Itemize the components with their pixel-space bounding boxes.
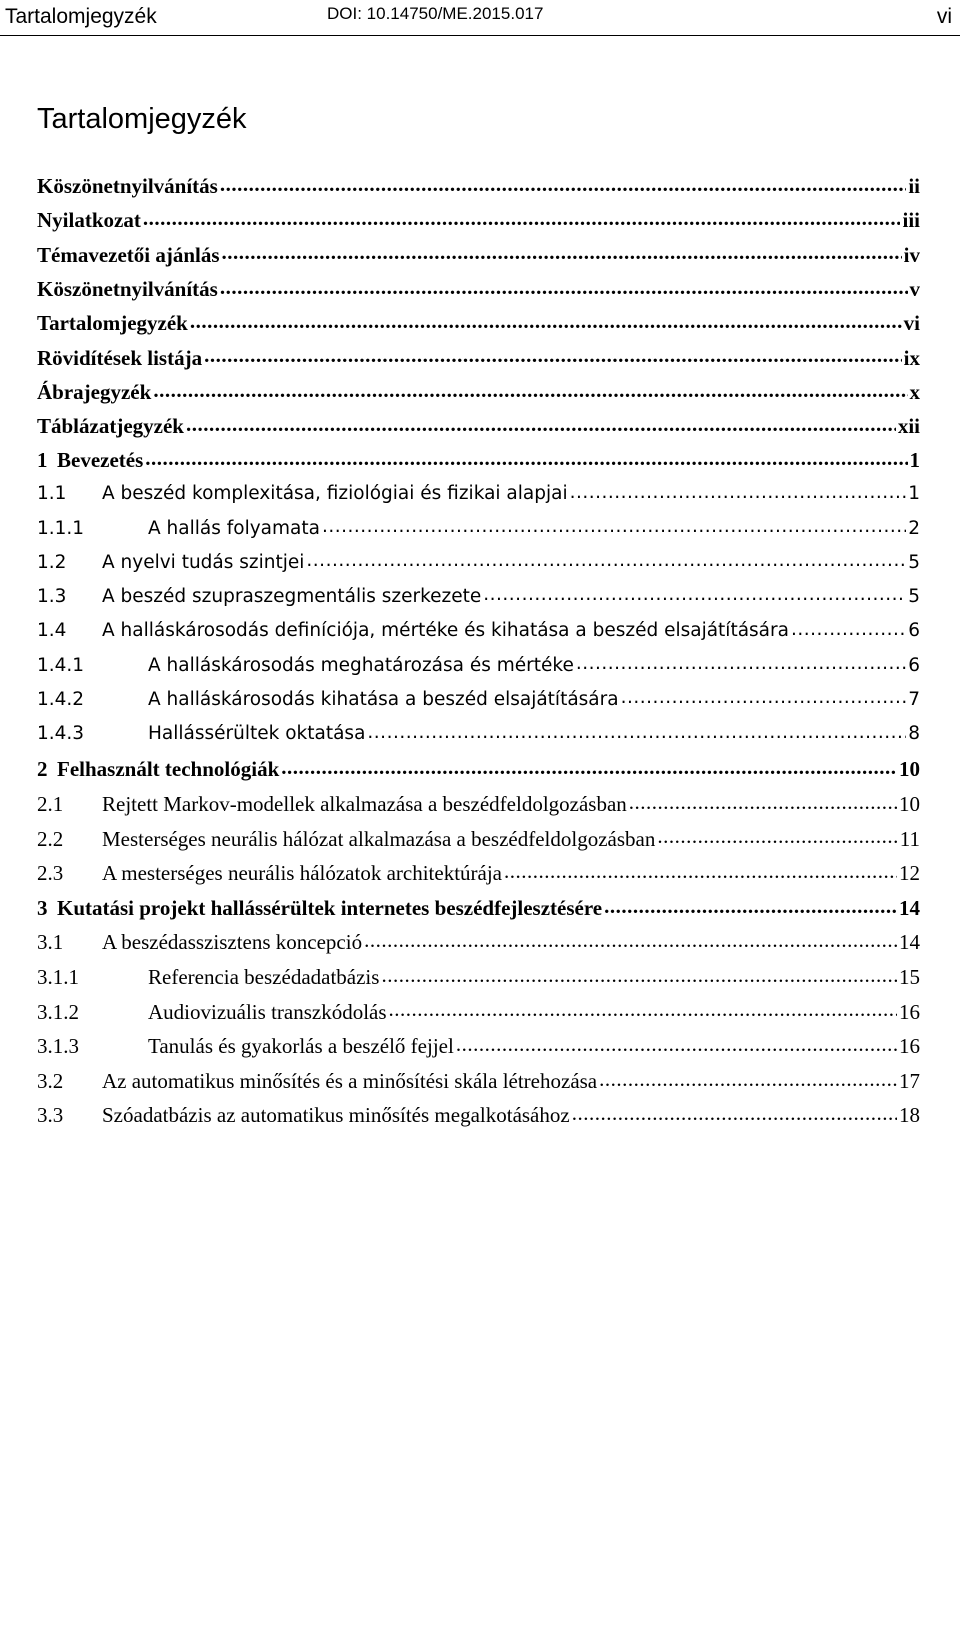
toc-entry-page: 16 <box>899 999 920 1024</box>
toc-entry-number: 2 <box>37 757 48 782</box>
toc-entry[interactable] <box>37 618 920 646</box>
toc-entry-page: iii <box>902 208 920 233</box>
toc-entry-title: A beszédasszisztens koncepció <box>102 930 363 955</box>
toc-entry-title: Rövidítések listája <box>37 345 203 370</box>
toc-entry-page: 1 <box>908 483 920 505</box>
toc-entry-page: 1 <box>909 448 920 473</box>
toc-entry-page: 5 <box>908 551 920 573</box>
toc-entry[interactable] <box>37 963 920 991</box>
toc-entry-title: Nyilatkozat <box>37 208 141 233</box>
toc-entry-title: A hallás folyamata <box>148 517 320 539</box>
toc-entry-title: A beszéd szupraszegmentális szerkezete <box>102 586 482 608</box>
toc-entry-title: A mesterséges neurális hálózatok architektúrája <box>102 861 503 886</box>
toc-entry-number: 3.1.1 <box>37 965 79 989</box>
toc-entry-page: v <box>909 276 920 301</box>
toc-entry-number: 1.4.1 <box>37 654 85 676</box>
toc-entry-number: 1.1.1 <box>37 517 85 539</box>
toc-entry-page: 14 <box>899 895 920 920</box>
toc-entry-number: 3.2 <box>37 1068 64 1093</box>
toc-dot-leader <box>367 721 906 740</box>
toc-dot-leader <box>599 1067 897 1088</box>
toc-entry[interactable] <box>37 998 920 1026</box>
toc-entry-page: 5 <box>908 586 920 608</box>
toc-entry[interactable] <box>37 755 920 783</box>
toc-entry[interactable] <box>37 1032 920 1060</box>
toc-entry[interactable] <box>37 172 920 200</box>
toc-entry-title: A nyelvi tudás szintjei <box>102 551 305 573</box>
toc-dot-leader <box>576 652 906 671</box>
toc-dot-leader <box>186 412 896 433</box>
toc-entry-title: Audiovizuális transzkódolás <box>148 999 387 1024</box>
toc-entry[interactable] <box>37 275 920 303</box>
toc-entry-number: 2.3 <box>37 861 64 886</box>
toc-entry-page: vi <box>903 311 920 336</box>
toc-entry-title: Táblázatjegyzék <box>37 414 184 439</box>
toc-entry[interactable] <box>37 549 920 577</box>
toc-entry[interactable] <box>37 859 920 887</box>
toc-dot-leader <box>657 825 897 846</box>
toc-entry[interactable] <box>37 1067 920 1095</box>
toc-entry-page: 7 <box>908 689 920 710</box>
toc-entry-title: A halláskárosodás definíciója, mértéke és kihatása a beszéd elsajátítására <box>102 620 789 642</box>
toc-entry-page: ii <box>908 174 920 198</box>
toc-dot-leader <box>220 275 908 296</box>
toc-entry-title: Referencia beszédadatbázis <box>148 965 380 989</box>
toc-entry-number: 2.2 <box>37 826 64 851</box>
toc-entry-page: 6 <box>908 654 920 676</box>
toc-entry-title: Az automatikus minősítés és a minősítési skála létrehozása <box>102 1068 598 1093</box>
toc-dot-leader <box>570 481 907 500</box>
toc-entry[interactable] <box>37 652 920 680</box>
toc-dot-leader <box>222 241 902 262</box>
toc-dot-leader <box>629 790 897 811</box>
toc-dot-leader <box>604 894 897 915</box>
toc-entry-title: Köszönetnyilvánítás <box>37 174 218 198</box>
toc-entry[interactable] <box>37 241 920 269</box>
toc-entry-title: A beszéd komplexitása, fiziológiai és fizikai alapjai <box>102 483 568 505</box>
toc-entry[interactable] <box>37 344 920 372</box>
toc-entry-page: 12 <box>899 861 920 886</box>
toc-entry[interactable] <box>37 206 920 234</box>
toc-entry-number: 3.1.3 <box>37 1034 79 1059</box>
toc-entry-page: 2 <box>908 517 920 539</box>
toc-entry[interactable] <box>37 790 920 818</box>
toc-entry-title: Hallássérültek oktatása <box>148 723 366 745</box>
toc-dot-leader <box>190 309 902 330</box>
toc-entry-number: 1.3 <box>37 586 67 608</box>
toc-entry-page: 11 <box>899 826 920 851</box>
header-page-number: vi <box>936 5 952 28</box>
toc-dot-leader <box>456 1032 897 1053</box>
toc-dot-leader <box>306 549 906 568</box>
toc-entry-number: 1 <box>37 448 48 473</box>
toc-entry-number: 1.4.2 <box>37 689 85 710</box>
toc-entry-page: 18 <box>899 1103 920 1128</box>
toc-entry-number: 1.4 <box>37 620 67 642</box>
toc-dot-leader <box>204 344 902 365</box>
toc-entry-page: xii <box>897 414 920 439</box>
toc-entry[interactable] <box>37 928 920 956</box>
toc-entry-title: Tartalomjegyzék <box>37 311 188 336</box>
toc-dot-leader <box>621 687 907 706</box>
toc-entry-title: Bevezetés <box>57 448 144 473</box>
toc-entry-page: 15 <box>899 965 920 989</box>
toc-entry-page: 16 <box>899 1034 920 1059</box>
toc-entry-title: A halláskárosodás kihatása a beszéd elsajátítására <box>148 689 619 710</box>
toc-entry[interactable] <box>37 412 920 440</box>
toc-entry-page: ix <box>903 345 920 370</box>
toc-entry-title: Kutatási projekt hallássérültek internetes beszédfejlesztésére <box>57 895 603 920</box>
toc-dot-leader <box>220 172 906 193</box>
toc-dot-leader <box>791 618 906 637</box>
toc-entry[interactable] <box>37 481 920 509</box>
toc-entry-page: x <box>909 379 920 404</box>
toc-dot-leader <box>389 998 897 1019</box>
toc-entry-number: 1.4.3 <box>37 723 85 745</box>
toc-entry-number: 3.1 <box>37 930 64 955</box>
toc-entry-number: 1.2 <box>37 551 67 573</box>
toc-entry[interactable] <box>37 687 920 715</box>
toc-entry[interactable] <box>37 1101 920 1129</box>
toc-entry-title: Köszönetnyilvánítás <box>37 276 218 301</box>
toc-entry-page: 10 <box>899 792 920 816</box>
toc-entry-page: iv <box>903 242 920 267</box>
running-header <box>0 0 960 36</box>
toc-entry-title: Felhasznált technológiák <box>57 757 280 782</box>
toc-dot-leader <box>504 859 897 880</box>
toc-entry[interactable] <box>37 446 920 474</box>
toc-dot-leader <box>153 378 907 399</box>
toc-entry-number: 3.1.2 <box>37 999 79 1024</box>
toc-dot-leader <box>483 584 906 603</box>
toc-entry[interactable] <box>37 309 920 337</box>
header-section-title: Tartalomjegyzék <box>5 5 157 28</box>
toc-entry-number: 3.3 <box>37 1103 64 1128</box>
header-doi: DOI: 10.14750/ME.2015.017 <box>327 4 544 23</box>
toc-entry-title: A halláskárosodás meghatározása és mértéke <box>148 654 574 676</box>
toc-entry-title: Témavezetői ajánlás <box>37 242 220 267</box>
toc-dot-leader <box>572 1101 897 1122</box>
toc-entry-title: Szóadatbázis az automatikus minősítés megalkotásához <box>102 1103 570 1128</box>
toc-entry[interactable] <box>37 584 920 612</box>
toc-entry-page: 14 <box>899 930 920 955</box>
toc-entry[interactable] <box>37 378 920 406</box>
toc-entry[interactable] <box>37 721 920 749</box>
toc-entry-page: 6 <box>908 620 920 642</box>
toc-entry-number: 1.1 <box>37 483 67 505</box>
toc-entry-page: 17 <box>899 1068 920 1093</box>
toc-entry-page: 8 <box>908 723 920 745</box>
toc-entry[interactable] <box>37 515 920 543</box>
toc-dot-leader <box>381 963 897 984</box>
toc-dot-leader <box>145 446 907 467</box>
toc-entry-title: Tanulás és gyakorlás a beszélő fejjel <box>148 1034 454 1059</box>
toc-entry[interactable] <box>37 894 920 922</box>
toc-dot-leader <box>281 755 897 776</box>
toc-entry-title: Mesterséges neurális hálózat alkalmazása a beszédfeldolgozásban <box>102 826 656 851</box>
toc-entry-title: Rejtett Markov-modellek alkalmazása a beszédfeldolgozásban <box>102 792 627 816</box>
toc-dot-leader <box>322 515 906 534</box>
toc-dot-leader <box>364 928 897 949</box>
toc-entry[interactable] <box>37 825 920 853</box>
page-title: Tartalomjegyzék <box>37 103 247 135</box>
toc-dot-leader <box>143 206 901 227</box>
toc-entry-number: 2.1 <box>37 792 64 816</box>
toc-entry-number: 3 <box>37 895 48 920</box>
toc-entry-title: Ábrajegyzék <box>37 379 152 404</box>
toc-entry-page: 10 <box>899 757 920 782</box>
